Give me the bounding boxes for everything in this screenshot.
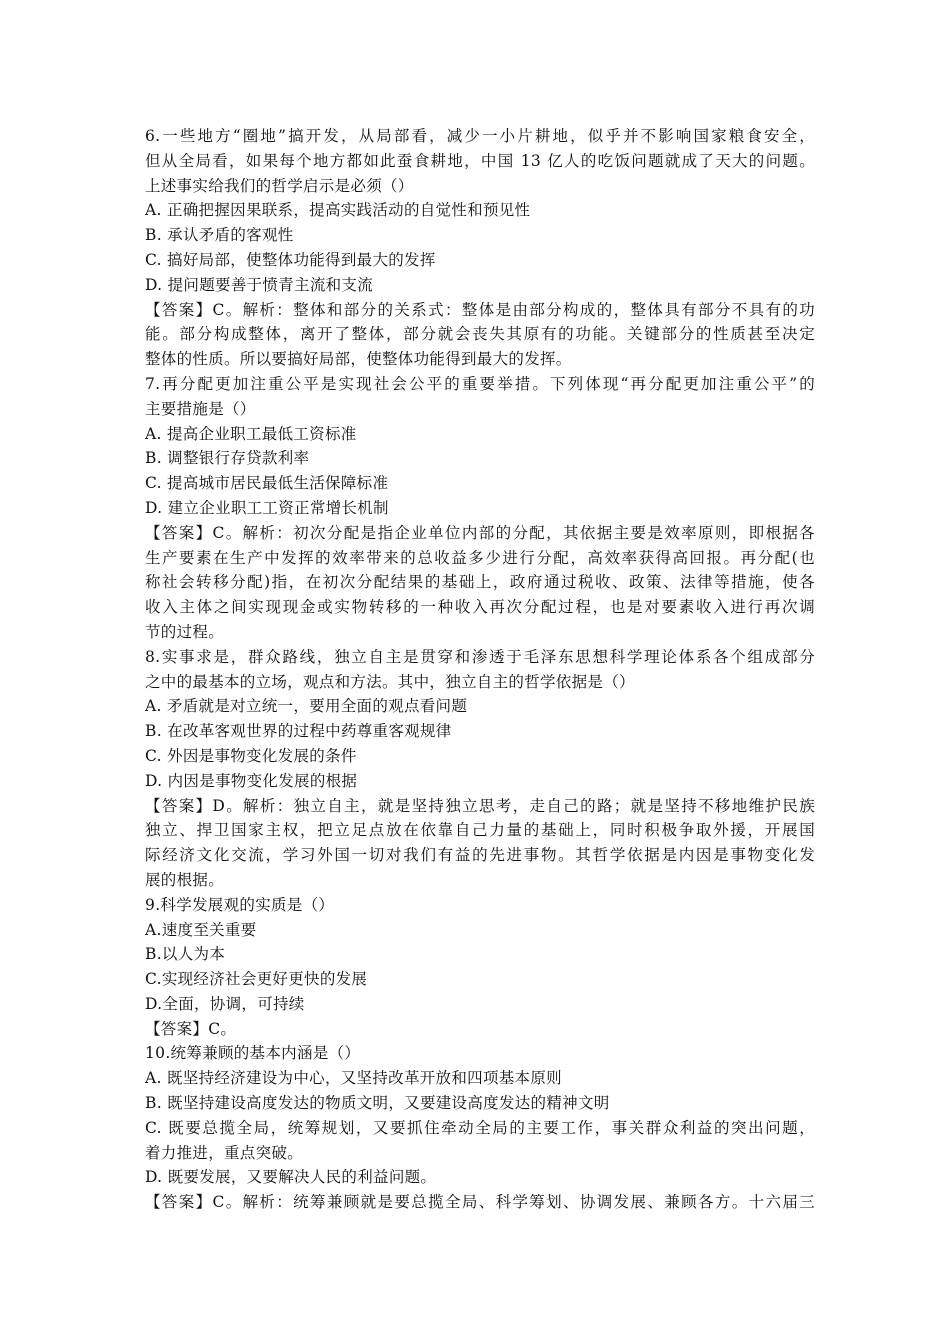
text-line: 但从全局看，如果每个地方都如此蚕食耕地，中国 13 亿人的吃饭问题就成了天大的问题。 xyxy=(145,151,815,170)
text-line: C. 搞好局部，使整体功能得到最大的发挥 xyxy=(145,250,436,269)
text-line: 际经济文化交流，学习外国一切对我们有益的先进事物。其哲学依据是内因是事物变化发 xyxy=(145,846,815,865)
text-line: A. 正确把握因果联系，提高实践活动的自觉性和预见性 xyxy=(145,201,531,220)
document-page xyxy=(145,124,815,1215)
text-line: C. 既要总揽全局，统筹规划，又要抓住牵动全局的主要工作，事关群众利益的突出问题， xyxy=(145,1118,815,1137)
text-line: C. 外因是事物变化发展的条件 xyxy=(145,746,357,765)
text-line: 【答案】C。解析：统筹兼顾就是要总揽全局、科学筹划、协调发展、兼顾各方。十六届三 xyxy=(145,1193,815,1212)
text-line: 展的根据。 xyxy=(145,870,225,889)
text-line: 节的过程。 xyxy=(145,622,225,641)
text-line: 之中的最基本的立场，观点和方法。其中，独立自主的哲学依据是（） xyxy=(145,672,635,691)
text-line: D. 建立企业职工工资正常增长机制 xyxy=(145,498,389,517)
text-line: 【答案】D。解析：独立自主，就是坚持独立思考，走自己的路；就是坚持不移地维护民族 xyxy=(145,796,815,815)
text-line: B. 承认矛盾的客观性 xyxy=(145,226,294,245)
text-line: 10.统筹兼顾的基本内涵是（） xyxy=(145,1044,361,1063)
text-line: 称社会转移分配)指，在初次分配结果的基础上，政府通过税收、政策、法律等措施，使各 xyxy=(145,573,815,592)
text-line: 8.实事求是，群众路线，独立自主是贯穿和渗透于毛泽东思想科学理论体系各个组成部分 xyxy=(145,647,815,666)
text-line: D.全面，协调，可持续 xyxy=(145,994,305,1013)
text-line: 整体的性质。所以要搞好局部，使整体功能得到最大的发挥。 xyxy=(145,350,572,369)
text-line: 收入主体之间实现现金或实物转移的一种收入再次分配过程，也是对要素收入进行再次调 xyxy=(145,598,815,617)
text-line: 着力推进，重点突破。 xyxy=(145,1143,304,1162)
text-line: 【答案】C。解析：整体和部分的关系式：整体是由部分构成的，整体具有部分不具有的功 xyxy=(145,300,815,319)
text-line: 7.再分配更加注重公平是实现社会公平的重要举措。下列体现“再分配更加注重公平”的 xyxy=(145,374,815,393)
text-line: B.以人为本 xyxy=(145,945,226,964)
text-line: D. 提问题要善于愤青主流和支流 xyxy=(145,275,374,294)
text-line: 主要措施是（） xyxy=(145,399,256,418)
text-line: A.速度至关重要 xyxy=(145,920,257,939)
text-line: 【答案】C。 xyxy=(145,1019,237,1038)
text-line: D. 既要发展，又要解决人民的利益问题。 xyxy=(145,1168,437,1187)
text-line: 能。部分构成整体，离开了整体，部分就会丧失其原有的功能。关键部分的性质甚至决定 xyxy=(145,325,815,344)
text-line: B. 调整银行存贷款利率 xyxy=(145,449,310,468)
text-line: 上述事实给我们的哲学启示是必须（） xyxy=(145,176,414,195)
text-line: A. 提高企业职工最低工资标准 xyxy=(145,424,357,443)
text-line: A. 既坚持经济建设为中心，又坚持改革开放和四项基本原则 xyxy=(145,1069,562,1088)
text-line: B. 在改革客观世界的过程中药尊重客观规律 xyxy=(145,722,452,741)
text-line: D. 内因是事物变化发展的根据 xyxy=(145,771,358,790)
text-line: 【答案】C。解析：初次分配是指企业单位内部的分配，其依据主要是效率原则，即根据各 xyxy=(145,523,815,542)
text-line: B. 既坚持建设高度发达的物质文明，又要建设高度发达的精神文明 xyxy=(145,1094,610,1113)
text-line: 9.科学发展观的实质是（） xyxy=(145,895,335,914)
text-line: 独立、捍卫国家主权，把立足点放在依靠自己力量的基础上，同时积极争取外援，开展国 xyxy=(145,821,815,840)
text-line: C.实现经济社会更好更快的发展 xyxy=(145,970,368,989)
text-line: 生产要素在生产中发挥的效率带来的总收益多少进行分配，高效率获得高回报。再分配(也 xyxy=(145,548,815,567)
text-line: A. 矛盾就是对立统一，要用全面的观点看问题 xyxy=(145,697,468,716)
text-line: 6.一些地方“圈地”搞开发，从局部看，减少一小片耕地，似乎并不影响国家粮食安全， xyxy=(145,127,815,145)
text-line: C. 提高城市居民最低生活保障标准 xyxy=(145,474,389,493)
